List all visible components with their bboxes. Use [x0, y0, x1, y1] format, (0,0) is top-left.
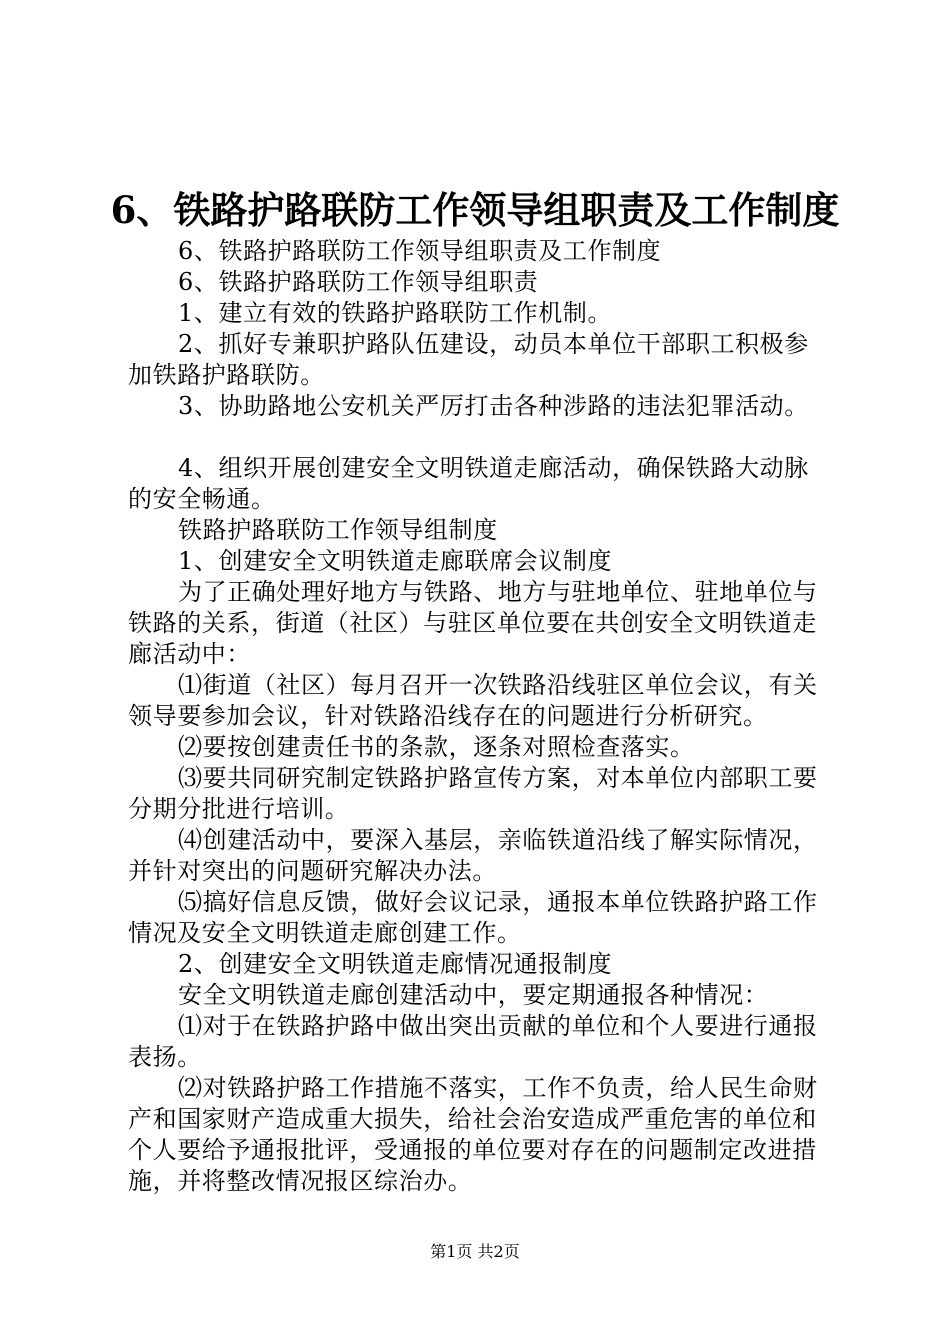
list-item: ⑷创建活动中，要深入基层，亲临铁道沿线了解实际情况，并针对突出的问题研究解决办法。	[128, 826, 818, 885]
paragraph: 2、创建安全文明铁道走廊情况通报制度	[178, 950, 613, 978]
paragraph: 3、协助路地公安机关严厉打击各种涉路的违法犯罪活动。	[178, 392, 809, 420]
paragraph: 2、抓好专兼职护路队伍建设，动员本单位干部职工积极参加铁路护路联防。	[128, 330, 809, 389]
list-item: ⑵对铁路护路工作措施不落实，工作不负责，给人民生命财产和国家财产造成重大损失，给社会治安造成严重危害的单位和个人要给予通报批评，受通报的单位要对存在的问题制定改进措施，并将整改情况报区综治办。	[128, 1074, 818, 1195]
document-title: 6、铁路护路联防工作领导组职责及工作制度	[110, 188, 840, 232]
paragraph: 1、创建安全文明铁道走廊联席会议制度	[178, 547, 613, 575]
paragraph: 6、铁路护路联防工作领导组职责	[178, 268, 539, 296]
paragraph: 1、建立有效的铁路护路联防工作机制。	[178, 299, 613, 327]
page-footer: 第1页 共2页	[430, 1242, 520, 1261]
paragraph: 4、组织开展创建安全文明铁道走廊活动，确保铁路大动脉的安全畅通。	[128, 454, 809, 513]
paragraph: 安全文明铁道走廊创建活动中，要定期通报各种情况：	[178, 981, 769, 1009]
document-body	[128, 236, 833, 1197]
list-item: ⑴对于在铁路护路中做出突出贡献的单位和个人要进行通报表扬。	[128, 1012, 818, 1071]
section-heading: 铁路护路联防工作领导组制度	[178, 516, 498, 544]
paragraph: 为了正确处理好地方与铁路、地方与驻地单位、驻地单位与铁路的关系，街道（社区）与驻区单位要在共创安全文明铁道走廊活动中：	[128, 578, 818, 668]
paragraph: 6、铁路护路联防工作领导组职责及工作制度	[178, 237, 662, 265]
list-item: ⑶要共同研究制定铁路护路宣传方案，对本单位内部职工要分期分批进行培训。	[128, 764, 818, 823]
list-item: ⑴街道（社区）每月召开一次铁路沿线驻区单位会议，有关领导要参加会议，针对铁路沿线存在的问题进行分析研究。	[128, 671, 818, 730]
list-item: ⑵要按创建责任书的条款，逐条对照检查落实。	[178, 733, 695, 761]
list-item: ⑸搞好信息反馈，做好会议记录，通报本单位铁路护路工作情况及安全文明铁道走廊创建工作。	[128, 888, 818, 947]
